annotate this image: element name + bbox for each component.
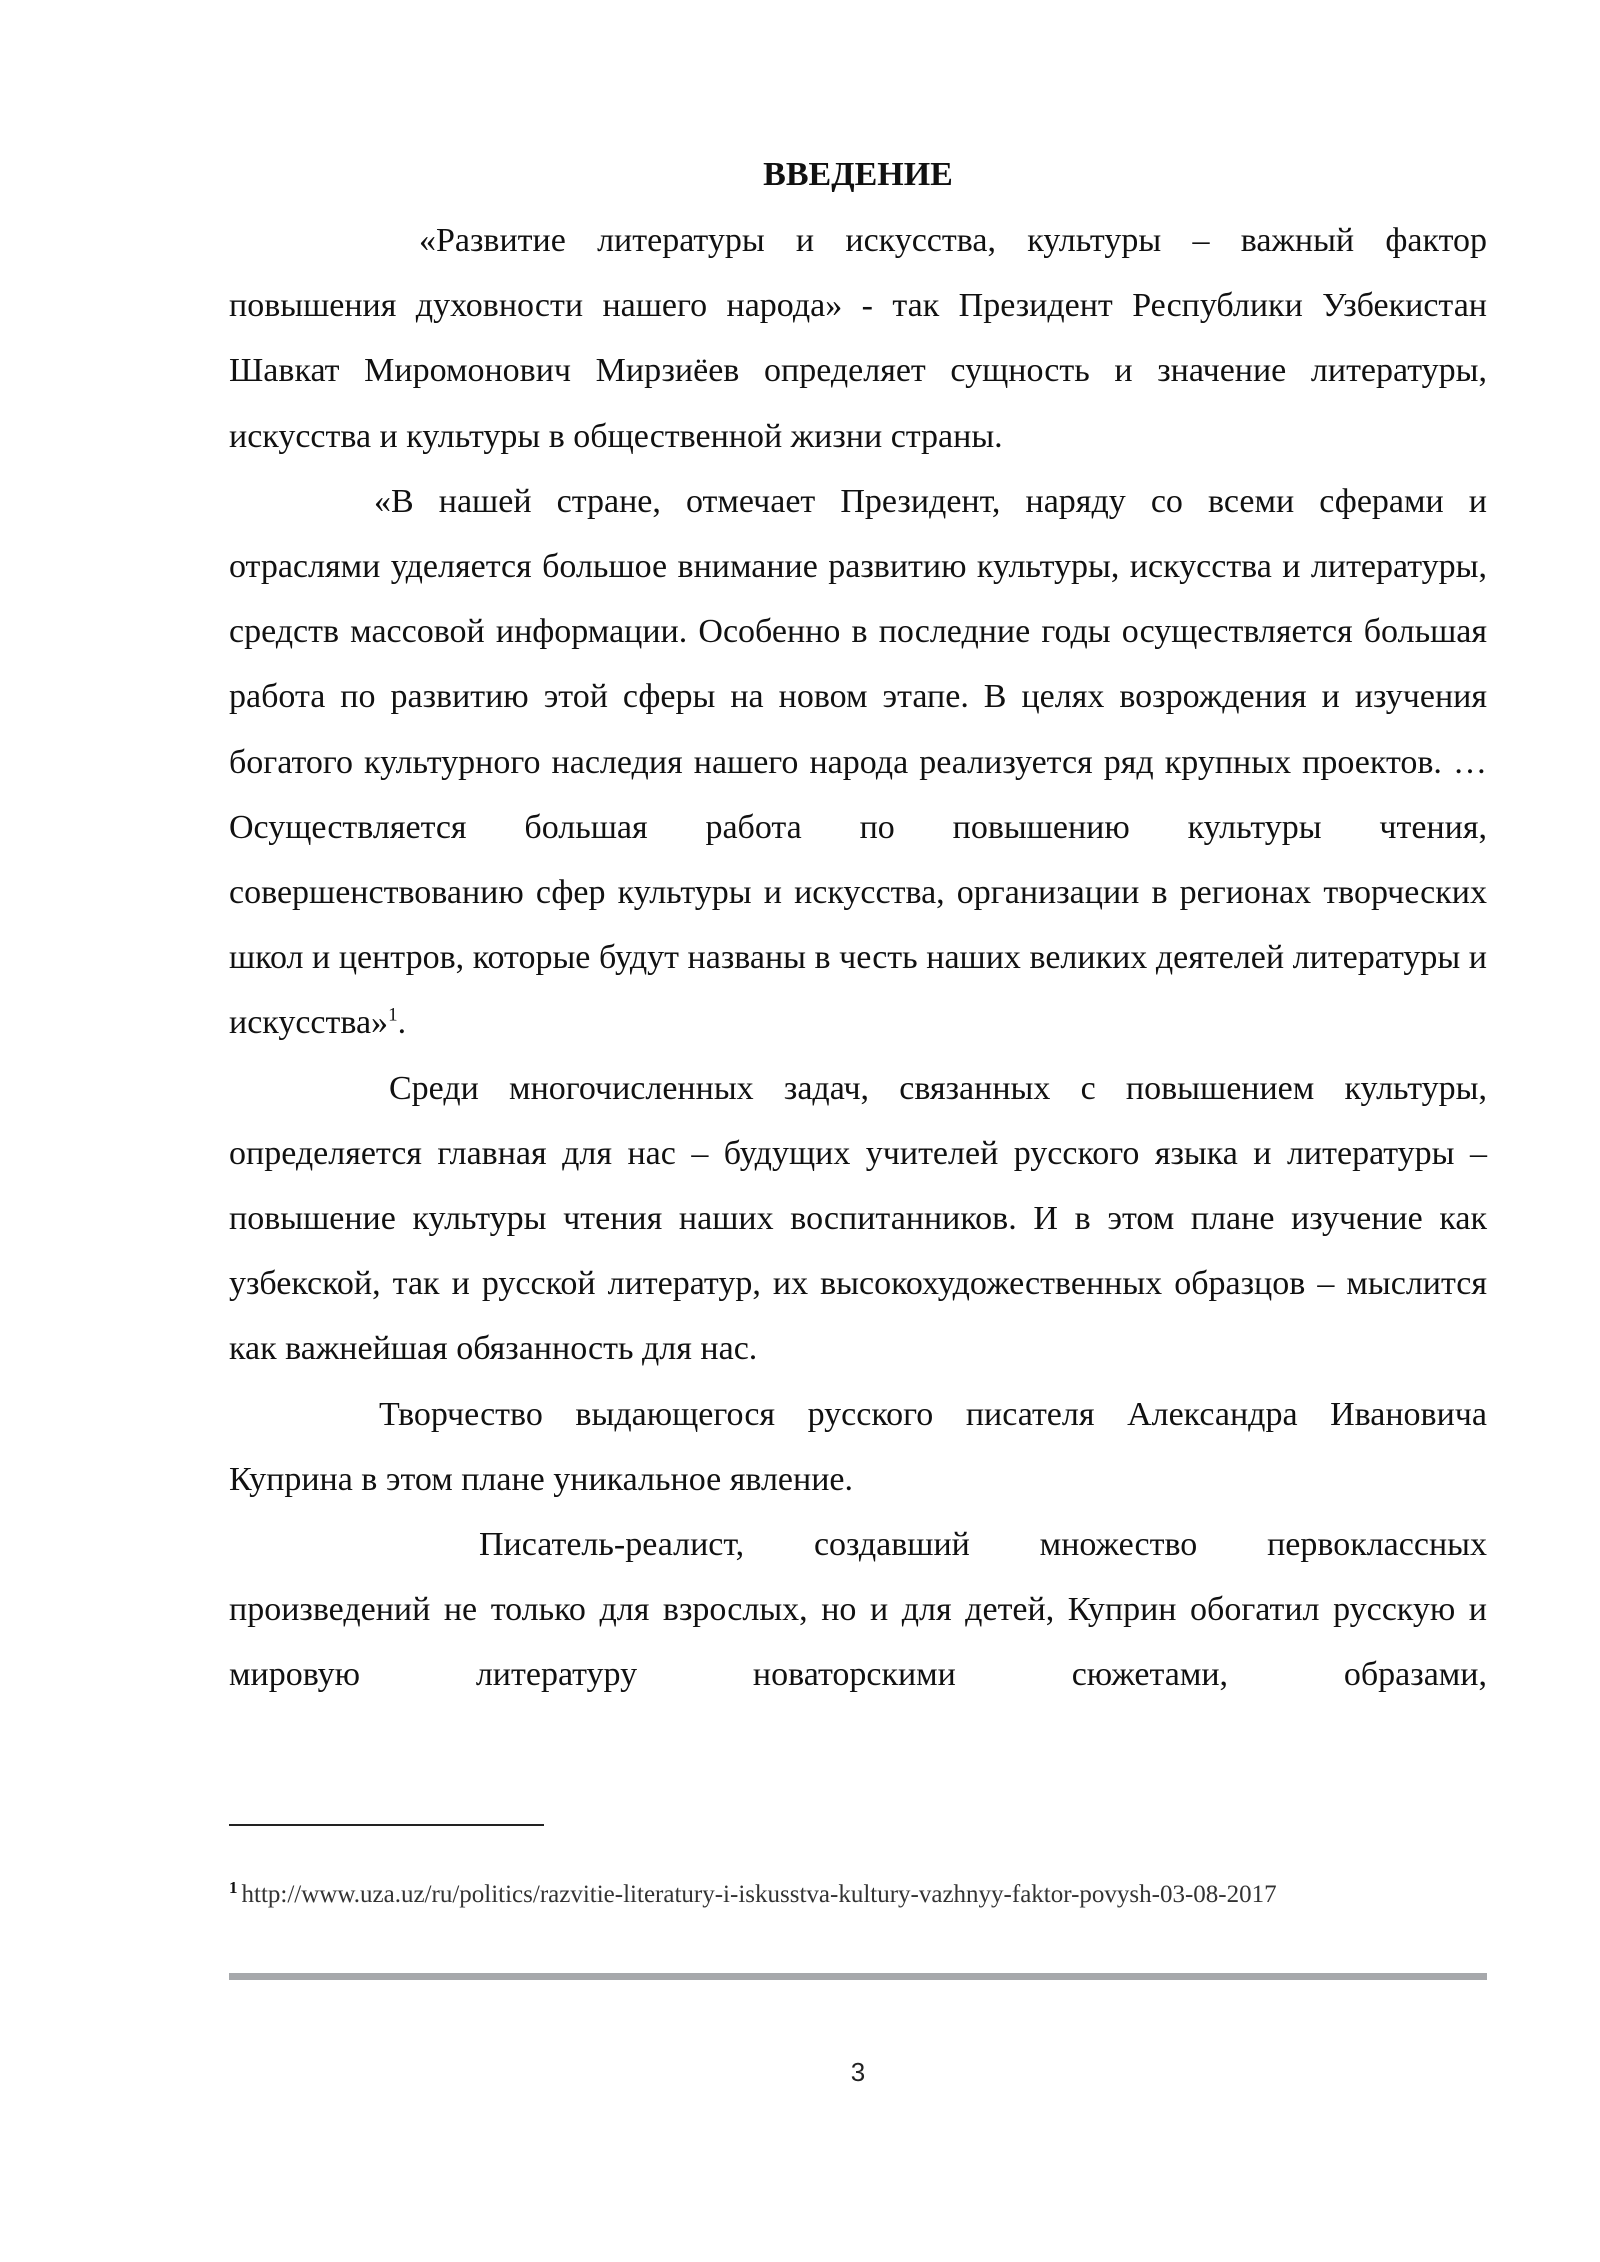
paragraph-2 bbox=[229, 469, 1487, 1056]
footnote-link[interactable]: http://www.uza.uz/ru/politics/razvitie-literatury-i-iskusstva-kultury-vazhnyy-faktor-povysh-03-08-2017 bbox=[241, 1881, 1277, 1908]
body-text bbox=[229, 208, 1487, 1708]
paragraph-5: Писатель-реалист, создавший множество первоклассных произведений не только для взрослых, но и для детей, Куприн обогатил русскую и мировую литературу новаторскими сюжетами, образами, bbox=[229, 1526, 1487, 1694]
page-number: 3 bbox=[850, 2057, 866, 2087]
footnote-reference[interactable]: 1 bbox=[388, 1005, 398, 1027]
paragraph-4: Творчество выдающегося русского писателя Александра Ивановича Куприна в этом плане уникальное явление. bbox=[229, 1395, 1487, 1498]
paragraph-2-tail: . bbox=[397, 1004, 407, 1042]
paragraph-2-text: «В нашей стране, отмечает Президент, наряду со всеми сферами и отраслями уделяется большое внимание развитию культуры, искусства и литературы, средств массовой информации. Особенно в последние годы осуществляется большая работа по развитию этой сферы на новом этапе. В целях возрождения и изучения богатого культурного наследия нашего народа реализуется ряд крупных проектов. … Осуществляется большая работа по повышению культуры чтения, совершенствованию сфер культуры и искусства, организации в регионах творческих школ и центров, которые будут названы в честь наших великих деятелей литературы и искусства» bbox=[229, 482, 1487, 1042]
paragraph-1: «Развитие литературы и искусства, культуры – важный фактор повышения духовности нашего народа» - так Президент Республики Узбекистан Шавкат Миромонович Мирзиёев определяет сущность и значение литературы, искусства и культуры в общественной жизни страны. bbox=[229, 222, 1487, 455]
footnote-number: 1 bbox=[229, 1877, 238, 1897]
footnote bbox=[229, 1877, 1487, 1913]
section-heading: ВВЕДЕНИЕ bbox=[763, 156, 953, 193]
footer-divider bbox=[229, 1973, 1487, 1980]
footnote-separator bbox=[229, 1824, 544, 1826]
paragraph-3: Среди многочисленных задач, связанных с повышением культуры, определяется главная для нас – будущих учителей русского языка и литературы – повышение культуры чтения наших воспитанников. И в этом плане изучение как узбекской, так и русской литератур, их высокохудожественных образцов – мыслится как важнейшая обязанность для нас. bbox=[229, 1069, 1487, 1368]
